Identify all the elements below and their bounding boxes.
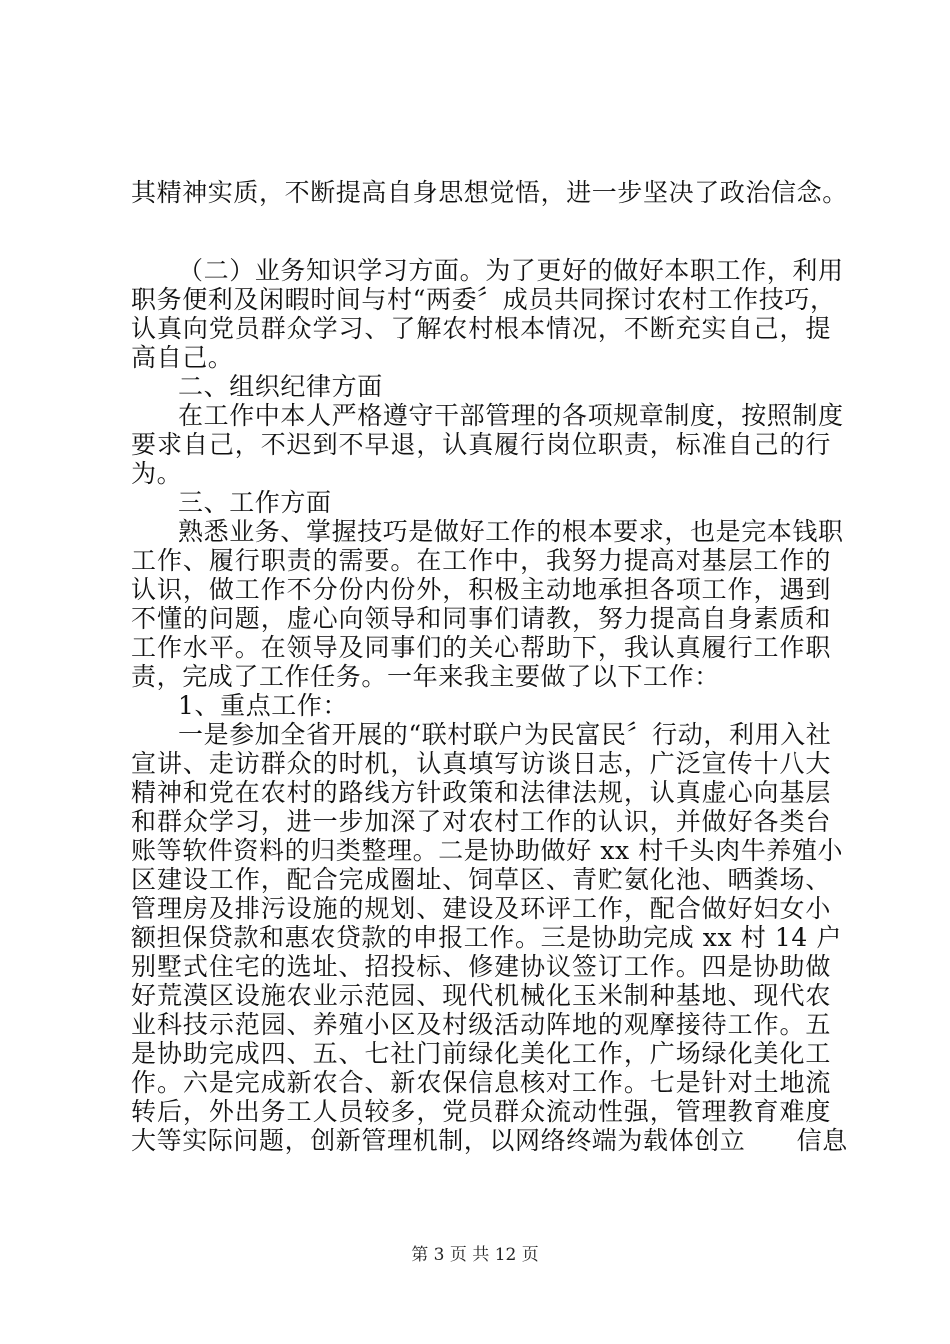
text-line-12: 工作、履行职责的需要。在工作中，我努力提高对基层工作的 <box>131 546 831 575</box>
text-line-9: 为。 <box>131 459 183 488</box>
text-line-7: 在工作中本人严格遵守干部管理的各项规章制度，按照制度 <box>178 401 844 430</box>
text-line-5: 高自己。 <box>131 343 234 372</box>
subsection-heading-1: 1、重点工作： <box>178 691 349 720</box>
text-line-32: 大等实际问题，创新管理机制，以网络终端为载体创立 信息 <box>131 1126 848 1155</box>
text-line-4: 认真向党员群众学习、了解农村根本情况，不断充实自己，提 <box>131 314 831 343</box>
text-line-21: 和群众学习，进一步加深了对农村工作的认识，并做好各类台 <box>131 807 831 836</box>
text-line-28: 业科技示范园、养殖小区及村级活动阵地的观摩接待工作。五 <box>131 1010 831 1039</box>
text-line-19: 宣讲、走访群众的时机，认真填写访谈日志，广泛宣传十八大 <box>131 749 831 778</box>
text-line-3: 职务便利及闲暇时间与村“两委〞成员共同探讨农村工作技巧， <box>131 285 836 314</box>
section-heading-2: 二、组织纪律方面 <box>178 372 383 401</box>
text-line-22: 账等软件资料的归类整理。二是协助做好 xx 村千头肉牛养殖小 <box>131 836 844 865</box>
text-line-26: 别墅式住宅的选址、招投标、修建协议签订工作。四是协助做 <box>131 952 831 981</box>
section-heading-3: 三、工作方面 <box>178 488 332 517</box>
text-line-15: 工作水平。在领导及同事们的关心帮助下，我认真履行工作职 <box>131 633 831 662</box>
text-line-1: 其精神实质，不断提高自身思想觉悟，进一步坚决了政治信念。 <box>131 178 848 207</box>
page-number-footer: 第 3 页 共 12 页 <box>411 1245 539 1265</box>
text-line-29: 是协助完成四、五、七社门前绿化美化工作，广场绿化美化工 <box>131 1039 831 1068</box>
text-line-14: 不懂的问题，虚心向领导和同事们请教，努力提高自身素质和 <box>131 604 831 633</box>
text-line-2: （二）业务知识学习方面。为了更好的做好本职工作，利用 <box>178 256 844 285</box>
text-line-20: 精神和党在农村的路线方针政策和法律法规，认真虚心向基层 <box>131 778 831 807</box>
text-line-16: 责，完成了工作任务。一年来我主要做了以下工作： <box>131 662 720 691</box>
text-line-31: 转后，外出务工人员较多，党员群众流动性强，管理教育难度 <box>131 1097 831 1126</box>
text-line-23: 区建设工作，配合完成圈址、饲草区、青贮氨化池、晒粪场、 <box>131 865 831 894</box>
text-line-24: 管理房及排污设施的规划、建设及环评工作，配合做好妇女小 <box>131 894 831 923</box>
text-line-13: 认识，做工作不分份内份外，积极主动地承担各项工作，遇到 <box>131 575 831 604</box>
text-line-18: 一是参加全省开展的“联村联户为民富民〞行动，利用入社 <box>178 720 832 749</box>
text-line-8: 要求自己，不迟到不早退，认真履行岗位职责，标准自己的行 <box>131 430 831 459</box>
text-line-11: 熟悉业务、掌握技巧是做好工作的根本要求，也是完本钱职 <box>178 517 844 546</box>
text-line-27: 好荒漠区设施农业示范园、现代机械化玉米制种基地、现代农 <box>131 981 831 1010</box>
text-line-30: 作。六是完成新农合、新农保信息核对工作。七是针对土地流 <box>131 1068 831 1097</box>
text-line-25: 额担保贷款和惠农贷款的申报工作。三是协助完成 xx 村 14 户 <box>131 923 842 952</box>
